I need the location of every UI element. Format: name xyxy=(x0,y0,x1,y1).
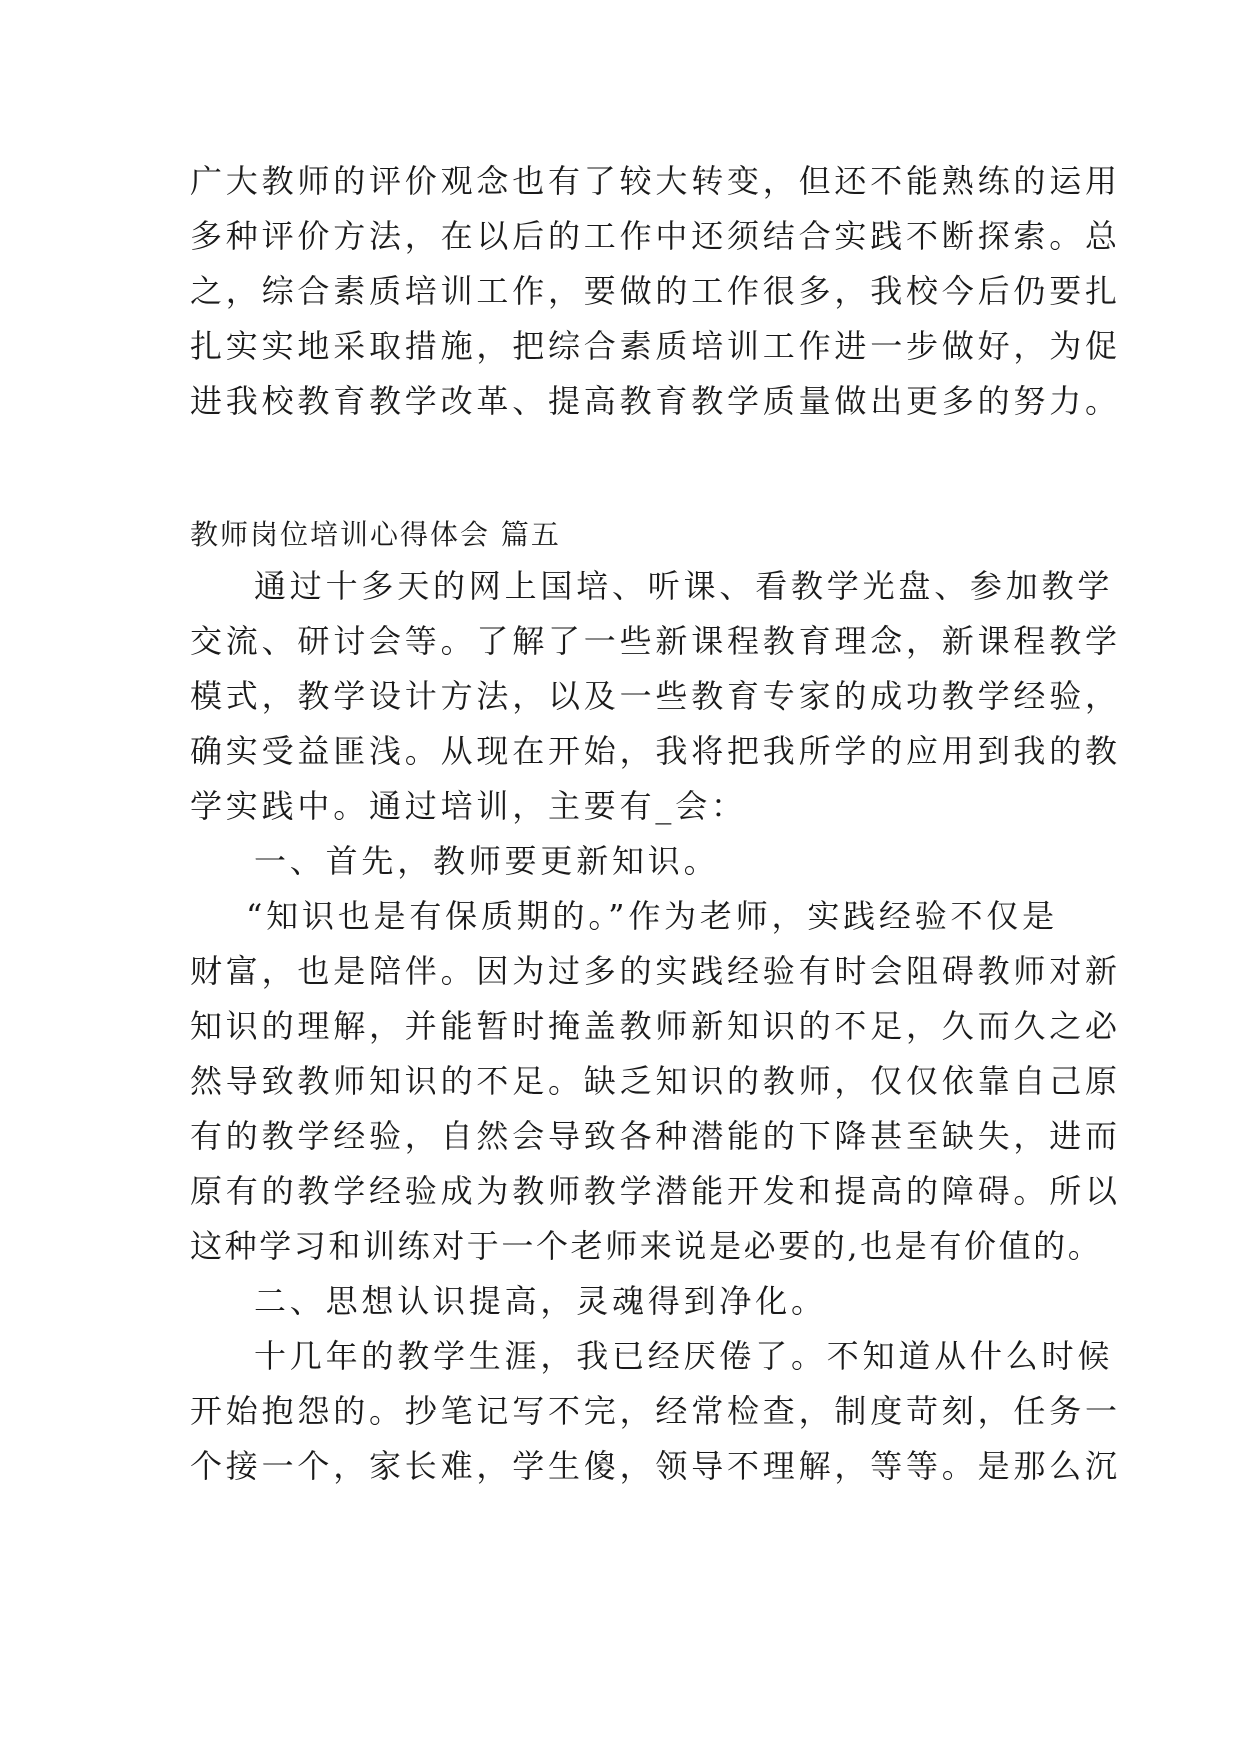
point-heading-2: 二、思想认识提高，灵魂得到净化。 xyxy=(254,1282,827,1320)
paragraph-2 xyxy=(190,889,1121,1274)
text-line: 交流、研讨会等。了解了一些新课程教育理念，新课程教学 xyxy=(190,622,1121,660)
text-line: 财富，也是陪伴。因为过多的实践经验有时会阻碍教师对新 xyxy=(190,952,1121,990)
text-line: “知识也是有保质期的。”作为老师，实践经验不仅是 xyxy=(246,897,1058,935)
point-heading-1: 一、首先，教师要更新知识。 xyxy=(254,842,720,880)
section-heading: 教师岗位培训心得体会 篇五 xyxy=(190,518,561,551)
text-line: 学实践中。通过培训，主要有_会： xyxy=(190,787,747,825)
paragraph-3 xyxy=(190,1329,1121,1494)
text-line: 原有的教学经验成为教师教学潜能开发和提高的障碍。所以 xyxy=(190,1172,1121,1210)
paragraph-1 xyxy=(190,559,1121,834)
text-line: 十几年的教学生涯，我已经厌倦了。不知道从什么时候 xyxy=(254,1337,1114,1375)
text-line: 多种评价方法，在以后的工作中还须结合实践不断探索。总 xyxy=(190,217,1121,255)
text-line: 知识的理解，并能暂时掩盖教师新知识的不足，久而久之必 xyxy=(190,1007,1121,1045)
section-gap xyxy=(190,429,1060,511)
text-line: 有的教学经验，自然会导致各种潜能的下降甚至缺失，进而 xyxy=(190,1117,1121,1155)
document-body xyxy=(190,154,1121,1494)
paragraph-top xyxy=(190,154,1121,429)
text-line: 开始抱怨的。抄笔记写不完，经常检查，制度苛刻，任务一 xyxy=(190,1392,1121,1430)
text-line: 个接一个，家长难，学生傻，领导不理解，等等。是那么沉 xyxy=(190,1447,1121,1485)
text-line: 扎实实地采取措施，把综合素质培训工作进一步做好，为促 xyxy=(190,327,1121,365)
text-line: 通过十多天的网上国培、听课、看教学光盘、参加教学 xyxy=(254,567,1114,605)
text-line: 这种学习和训练对于一个老师来说是必要的,也是有价值的。 xyxy=(190,1227,1103,1265)
text-line: 模式，教学设计方法，以及一些教育专家的成功教学经验， xyxy=(190,677,1121,715)
text-line: 然导致教师知识的不足。缺乏知识的教师，仅仅依靠自己原 xyxy=(190,1062,1121,1100)
text-line: 确实受益匪浅。从现在开始，我将把我所学的应用到我的教 xyxy=(190,732,1121,770)
text-line: 之，综合素质培训工作，要做的工作很多，我校今后仍要扎 xyxy=(190,272,1121,310)
text-line: 广大教师的评价观念也有了较大转变，但还不能熟练的运用 xyxy=(190,162,1121,200)
text-line: 进我校教育教学改革、提高教育教学质量做出更多的努力。 xyxy=(190,382,1121,420)
